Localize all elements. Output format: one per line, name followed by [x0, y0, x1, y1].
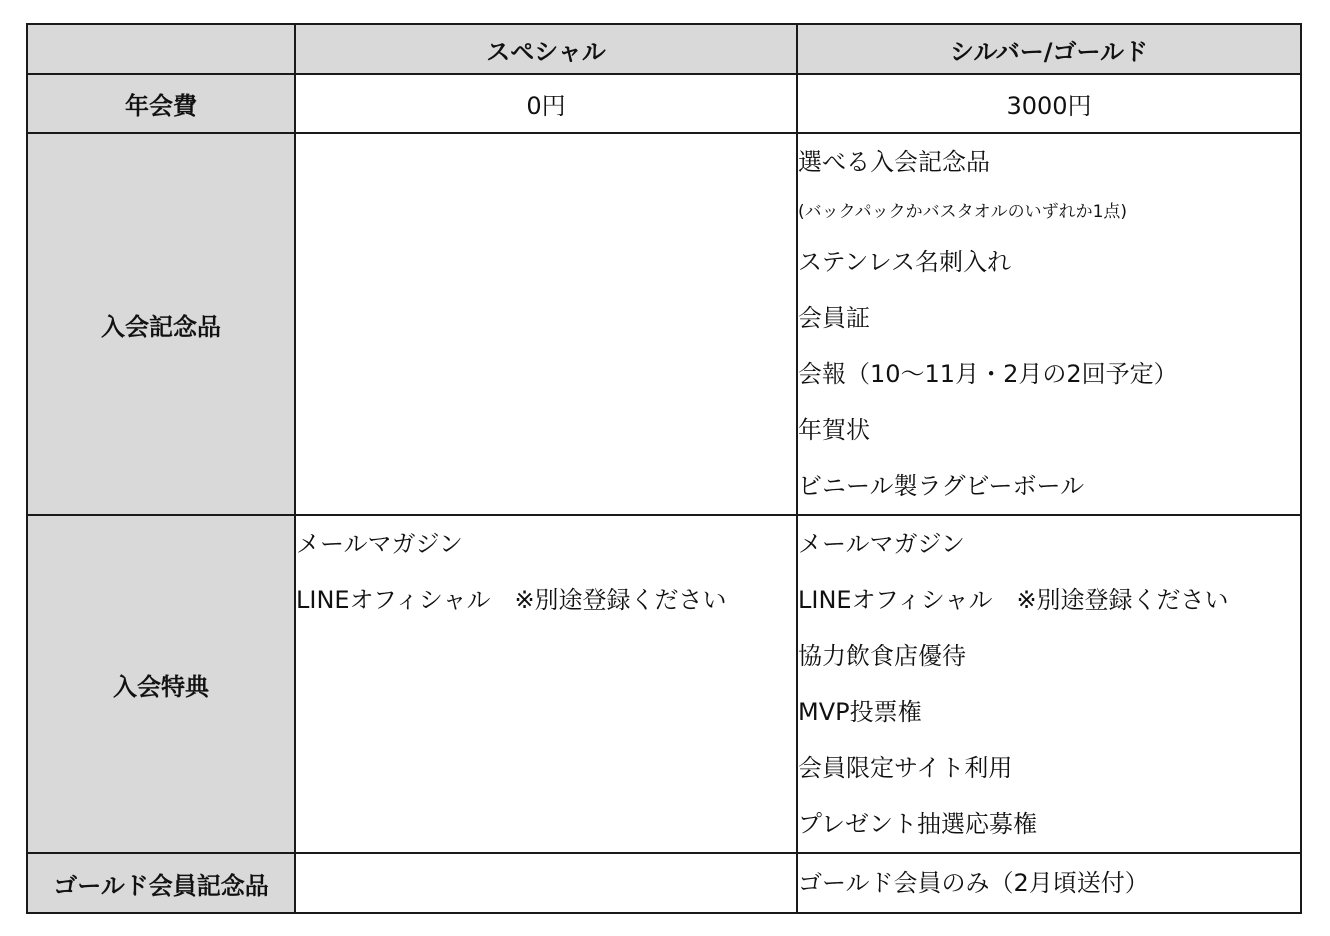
list-item: メールマガジン: [296, 530, 463, 558]
annual-fee-silver-gold: 3000円: [797, 74, 1301, 133]
list-item: 選べる入会記念品: [798, 148, 990, 176]
annual-fee-special: 0円: [295, 74, 797, 133]
gold-gift-special: [295, 853, 797, 913]
list-item: 会報（10〜11月・2月の2回予定）: [798, 360, 1178, 388]
row-gold-gift: [27, 853, 1301, 913]
list-item: 会員証: [798, 304, 870, 332]
header-special: スペシャル: [295, 24, 797, 74]
joining-benefits-special: [295, 515, 797, 853]
header-corner: [27, 24, 295, 74]
benefit-list-special: [296, 516, 796, 628]
joining-gift-silver-gold: [797, 133, 1301, 515]
row-joining-gift: [27, 133, 1301, 515]
list-item: ビニール製ラグビーボール: [798, 472, 1085, 500]
list-item: 会員限定サイト利用: [798, 754, 1013, 782]
list-item: (バックパックかバスタオルのいずれか1点): [798, 202, 1128, 222]
gold-gift-note: ゴールド会員のみ（2月頃送付）: [798, 869, 1149, 897]
list-item: ステンレス名刺入れ: [798, 248, 1011, 276]
membership-comparison: [26, 23, 1300, 914]
header-silver-gold: シルバー/ゴールド: [797, 24, 1301, 74]
label-joining-benefits: 入会特典: [27, 515, 295, 853]
list-item: メールマガジン: [798, 530, 965, 558]
joining-gift-special: [295, 133, 797, 515]
label-gold-gift: ゴールド会員記念品: [27, 853, 295, 913]
membership-table: [26, 23, 1302, 914]
row-annual-fee: [27, 74, 1301, 133]
joining-benefits-silver-gold: [797, 515, 1301, 853]
list-item: 年賀状: [798, 416, 870, 444]
label-annual-fee: 年会費: [27, 74, 295, 133]
list-item: LINEオフィシャル ※別途登録ください: [296, 586, 727, 614]
list-item: MVP投票権: [798, 698, 922, 726]
gift-list: [798, 134, 1300, 514]
gold-gift-silver-gold: [797, 853, 1301, 913]
benefit-list-silver-gold: [798, 516, 1300, 852]
table-header-row: [27, 24, 1301, 74]
row-joining-benefits: [27, 515, 1301, 853]
list-item: プレゼント抽選応募権: [798, 810, 1038, 838]
list-item: LINEオフィシャル ※別途登録ください: [798, 586, 1229, 614]
list-item: 協力飲食店優待: [798, 642, 966, 670]
label-joining-gift: 入会記念品: [27, 133, 295, 515]
